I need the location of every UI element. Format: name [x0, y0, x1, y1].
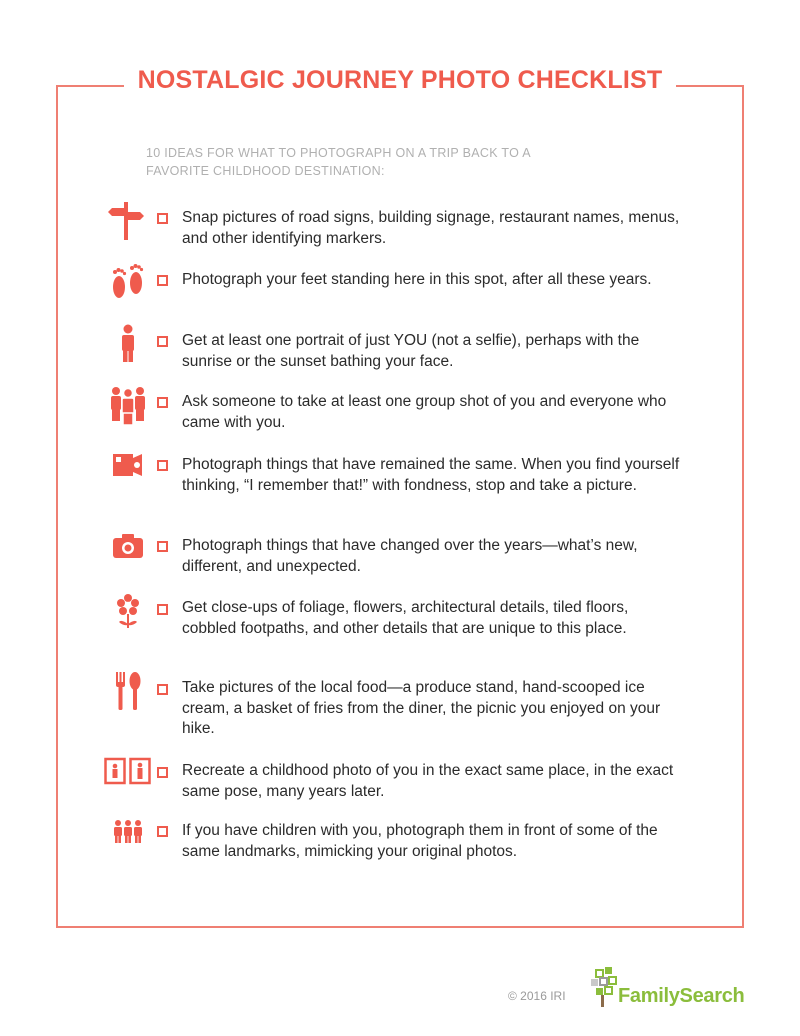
- item-checkbox[interactable]: [157, 460, 168, 471]
- item-text: Photograph things that have remained the same. When you find yourself thinking, “I remember that!” with fondness, stop and take a picture.: [182, 456, 680, 494]
- item-text: Photograph your feet standing here in this spot, after all these years.: [182, 271, 652, 288]
- item-checkbox[interactable]: [157, 397, 168, 408]
- item-text: Snap pictures of road signs, building signage, restaurant names, menus, and other identifying markers.: [182, 209, 680, 247]
- item-checkbox[interactable]: [157, 684, 168, 695]
- page-subtitle: 10 IDEAS FOR WHAT TO PHOTOGRAPH ON A TRIP BACK TO A FAVORITE CHILDHOOD DESTINATION:: [146, 146, 531, 178]
- flower-icon: [104, 590, 152, 634]
- item-checkbox[interactable]: [157, 213, 168, 224]
- item-checkbox[interactable]: [157, 604, 168, 615]
- group-icon: [104, 383, 152, 427]
- item-checkbox[interactable]: [157, 826, 168, 837]
- item-checkbox[interactable]: [157, 541, 168, 552]
- camera-icon: [104, 528, 152, 572]
- vintage-camera-icon: [104, 446, 152, 490]
- copyright-text: © 2016 IRI: [508, 989, 566, 1003]
- item-text: If you have children with you, photograph them in front of some of the same landmarks, mimicking your original photos.: [182, 822, 658, 860]
- title-bar: [0, 66, 800, 95]
- photo-frames-icon: [104, 753, 152, 797]
- page-title: NOSTALGIC JOURNEY PHOTO CHECKLIST: [124, 66, 677, 95]
- item-checkbox[interactable]: [157, 767, 168, 778]
- footprints-icon: [104, 261, 152, 305]
- children-icon: [104, 815, 152, 859]
- item-text: Ask someone to take at least one group shot of you and everyone who came with you.: [182, 393, 667, 431]
- fork-spoon-icon: [104, 670, 152, 714]
- item-checkbox[interactable]: [157, 275, 168, 286]
- familysearch-brand[interactable]: FamilySearch: [618, 985, 745, 1007]
- item-text: Recreate a childhood photo of you in the exact same place, in the exact same pose, many years later.: [182, 762, 674, 800]
- person-icon: [104, 322, 152, 366]
- item-text: Get at least one portrait of just YOU (not a selfie), perhaps with the sunrise or the sunset bathing your face.: [182, 332, 640, 370]
- item-text: Get close-ups of foliage, flowers, architectural details, tiled floors, cobbled footpaths, and other details that are unique to this place.: [182, 599, 629, 637]
- item-checkbox[interactable]: [157, 336, 168, 347]
- item-text: Take pictures of the local food—a produce stand, hand-scooped ice cream, a basket of fries from the diner, the picnic you enjoyed on your hike.: [182, 679, 661, 737]
- item-text: Photograph things that have changed over the years—what’s new, different, and unexpected.: [182, 537, 638, 575]
- signpost-icon: [104, 200, 152, 244]
